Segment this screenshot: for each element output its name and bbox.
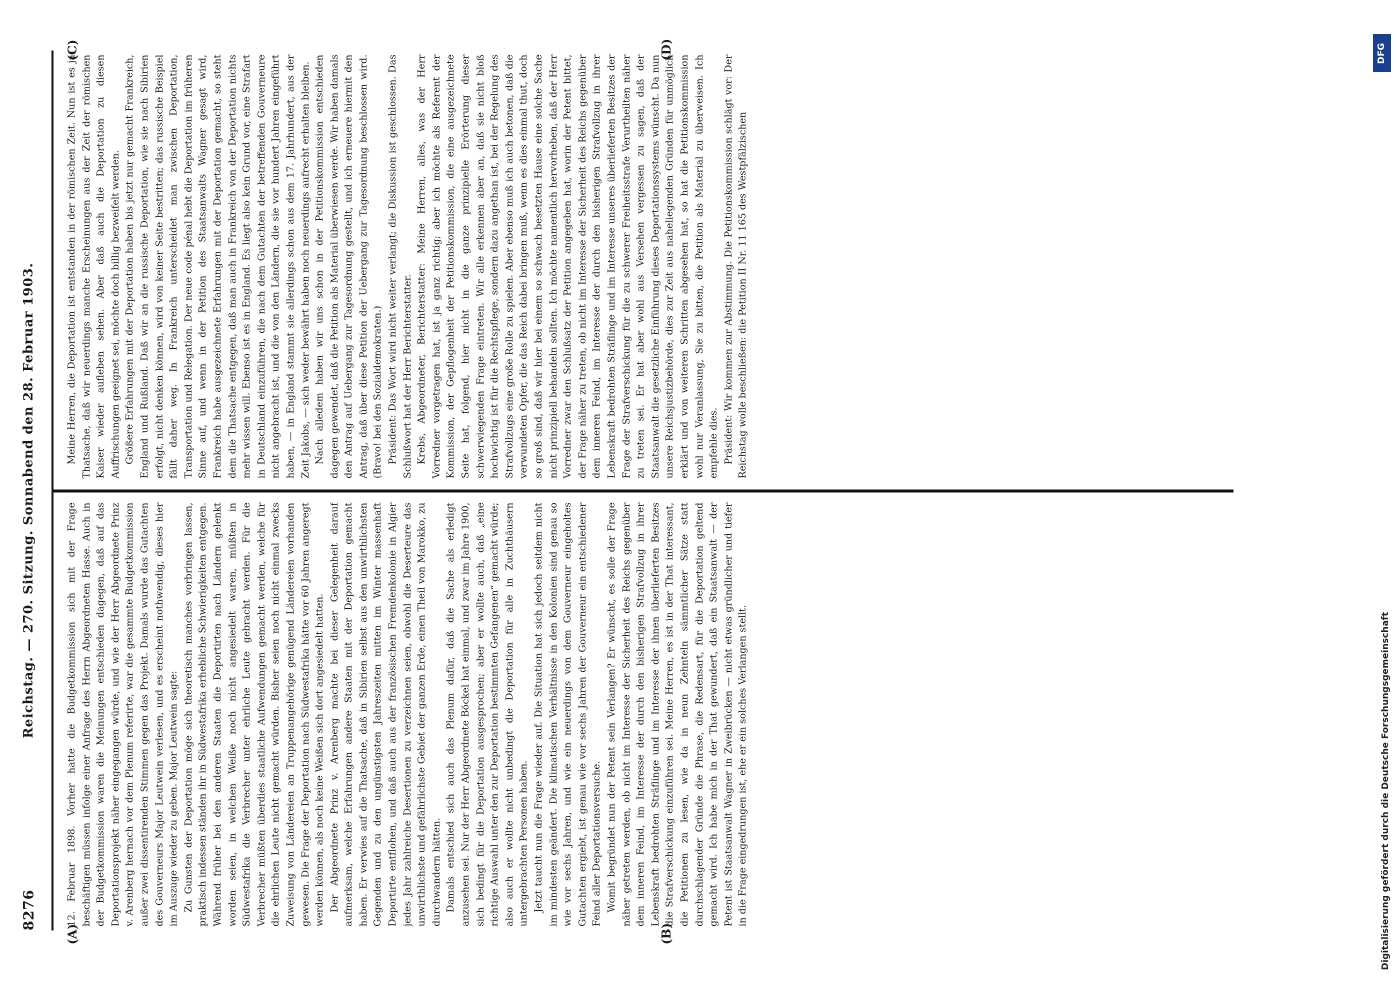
right-paragraph: Präsident: Wir kommen zur Abstimmung. Die Petitionskommission schlägt vor: Der Reichstag wolle beschließen: die Petition II Nr. 11 165 des Westpfälzischen <box>723 54 749 479</box>
right-column <box>66 55 1246 479</box>
left-paragraph: Womit begründet nun der Petent sein Verlangen? Er wünscht, es solle der Frage näher getreten werden, ob nicht im Interesse der Sicherheit des Reichs gegenüber dem inneren Feind, im Interesse der durch den bisherigen Strafvollzug in ihrer Lebenskraft bedrohten Sträflinge und im Interesse der ihnen überlieferten Besitzes die Strafverschickung einzuführen sei. Meine Herren, es ist in der That interessant, die Petitionen zu lesen, wie da in neun Zehnteln sämmtlicher Sätze statt durchschlagender Gründe die Phrase, die Redensart, für die Deportation geltend gemacht wird. Ich habe mich in der That gewundert, daß ein Staatsanwalt — der Petent ist Staatsanwalt Wagner in Zweibrücken — nicht etwas gründlicher und tiefer in die Frage eingedrungen ist, ehe er ein solches Verlangen stellt. <box>606 502 749 927</box>
left-paragraph: 12. Februar 1898. Vorher hatte die Budgetkommission sich mit der Frage beschäftigen müssen infolge einer Anfrage des Herrn Abgeordneten Hasse. Auch in der Budgetkommission waren die Meinungen entschieden dagegen, daß auf das Deportationsprojekt näher eingegangen würde, und wie der Herr Abgeordnete Prinz v. Arenberg hernach vor dem Plenum referirte, war die gesammte Budgetkommission außer zwei dissentirenden Stimmen gegen das Projekt. Damals wurde das Gutachten des Gouverneurs Major Leutwein verlesen, und es erscheint nothwendig, dieses hier im Auszuge wieder zu geben. Major Leutwein sagte: <box>66 502 180 927</box>
left-paragraph: Der Abgeordnete Prinz v. Arenberg machte bei dieser Gelegenheit darauf aufmerksam, welche Erfahrungen andere Staaten mit der Deportation gemacht haben. Er verwies auf die Thatsache, daß in Sibirien selbst aus den unwirthlichsten Gegenden und zu den ungünstigsten Jahreszeiten mitten im Winter massenhaft Deportirte entflohen, und daß auch aus der französischen Fremdenkolonie in Algier jedes Jahr zahlreiche Desertionen zu verzeichnen seien, obwohl die Deserteure das unwirthlichste und gefährlichste Gebiet der ganzen Erde, einen Theil von Marokko, zu durchwandern hätten. <box>329 502 443 927</box>
margin-marker-a: (A) <box>65 923 80 945</box>
margin-marker-c: (C) <box>65 39 80 61</box>
page-number: 8276 <box>21 889 38 931</box>
left-column <box>66 503 1246 927</box>
right-paragraph: Größere Erfahrungen mit der Deportation haben bis jetzt nur gemacht Frankreich, England und Rußland. Daß wir an die russische Deportation, wie sie nach Sibirien erfolgt, nicht denken können, wird von keiner Seite bestritten; das russische Beispiel fällt daher weg. In Frankreich unterscheidet man zwischen Deportation, Transportation und Relegation. Der neue code pénal hebt die Deportation im früheren Sinne auf, und wenn in der Petition des Staatsanwalts Wagner gesagt wird, Frankreich habe ausgezeichnete Erfahrungen mit der Deportation gemacht, so steht dem die Thatsache entgegen, daß man auch in Frankreich von der Deportation nichts mehr wissen will. Ebenso ist es in England. Es liegt also kein Grund vor, eine Strafart in Deutschland einzuführen, die nach dem Gutachten der betreffenden Gouverneure nicht angebracht ist, und die von den Ländern, die sie vor hundert Jahren eingeführt haben, — in England stammt sie allerdings schon aus dem 17. Jahrhundert, aus der Zeit Jakobs, — sich weder bewährt haben noch neuerdings aufrecht erhalten bleiben. <box>124 54 311 479</box>
digitization-credit: Digitalisierung gefördert durch die Deutsche Forschungsgemeinschaft <box>1381 611 1391 970</box>
margin-marker-b: (B) <box>659 923 674 945</box>
right-paragraph: Meine Herren, die Deportation ist entstanden in der römischen Zeit. Nun ist es ja Thatsache, daß wir neuerdings manche Erscheinungen aus der Zeit der römischen Kaiser wieder aufleben sehen. Aber daß auch die Deportation zu diesen Auffrischungen geeignet sei, möchte doch billig bezweifelt werden. <box>66 54 122 479</box>
right-paragraph: Präsident: Das Wort wird nicht weiter verlangt; die Diskussion ist geschlossen. Das Schlußwort hat der Herr Berichterstatter. <box>387 54 414 479</box>
margin-marker-d: (D) <box>659 38 674 61</box>
left-paragraph: Damals entschied sich auch das Plenum dafür, daß die Sache als erledigt anzusehen sei. Nur der Herr Abgeordnete Böckel hat einmal, und zwar im Jahre 1900, sich bedingt für die Deportation ausgesprochen; aber er wollte auch, daß „eine richtige Auswahl unter den zur Deportation bestimmten Gefangenen“ gemacht würde; also auch er wollte nicht unbedingt die Deportation für alle in Zuchthäusern untergebrachten Personen haben. <box>445 502 530 927</box>
side-footer <box>1369 20 1395 980</box>
left-paragraph: Jetzt taucht nun die Frage wieder auf. Die Situation hat sich jedoch seitdem nicht im mindesten geändert. Die klimatischen Verhältnisse in den Kolonien sind genau so wie vor sechs Jahren, und wie ein neuerdings von dem Gouverneur eingeholtes Gutachten ergiebt, ist genau wie vor sechs Jahren der Gouverneur ein entschiedener Feind aller Deportationsversuche. <box>533 502 603 927</box>
page-header <box>18 71 44 931</box>
left-paragraph: Zu Gunsten der Deportation möge sich theoretisch manches vorbringen lassen, praktisch indessen ständen ihr in Südwestafrika erhebliche Schwierigkeiten entgegen. Während früher bei den anderen Staaten die Deportirten nach Ländern gelenkt worden seien, in welchen Weiße noch nicht angesiedelt waren, müßten in Südwestafrika die Verbrecher unter ehrliche Leute gebracht werden. Für die Verbrecher müßten überdies staatliche Aufwendungen gemacht werden, welche für die ehrlichen Leute nicht gemacht würden. Bisher seien noch nicht einmal zwecks Zuweisung von Ländereien an Truppenangehörige genügend Ländereien vorhanden gewesen. Die Frage der Deportation nach Südwestafrika hätte vor 60 Jahren angeregt werden können, als noch keine Weißen sich dort angesiedelt hatten. <box>183 502 326 927</box>
dfg-logo-icon: DFG <box>1373 34 1391 72</box>
column-divider <box>54 490 1234 493</box>
rotated-page <box>0 1 1397 1001</box>
page-title: Reichstag. — 270. Sitzung. Sonnabend den 28. Februar 1903. <box>21 262 37 739</box>
right-paragraph: Krebs, Abgeordneter, Berichterstatter: Meine Herren, alles, was der Herr Vorredner vorgetragen hat, ist ja ganz richtig; aber ich möchte als Referent der Kommission, der Gepflogenheit der Petitionskommission, die eine ausgezeichnete Seite hat, folgend, hier nicht in die ganze prinzipielle Erörterung dieser schwerwiegenden Frage eintreten. Wir alle erkennen aber an, daß sie nicht bloß hochwichtig ist für die Rechtspflege, sondern dazu angethan ist, bei der Regelung des Strafvollzugs eine große Rolle zu spielen. Aber ebenso muß ich auch betonen, daß die verwundeten Opfer, die das Reich dabei bringen muß, wenn es dies einmal thut, doch so groß sind, daß wir hier bei einem so schwach besetzten Hause eine solche Sache nicht prinzipiell behandeln sollten. Ich möchte namentlich hervorheben, daß der Herr Vorredner zwar den Schlußsatz der Petition angegeben hat, worin der Petent bittet, der Frage näher zu treten, ob nicht im Interesse der Sicherheit des Reichs gegenüber dem inneren Feind, im Interesse der durch den bisherigen Strafvollzug in ihrer Lebenskraft bedrohten Sträflinge und im Interesse unseres überlieferten Besitzes der Frage der Strafverschickung für die zu schwerer Freiheitsstrafe Verurtheilten näher zu treten sei. Er hat aber wohl aus Versehen vergessen zu sagen, daß der Staatsanwalt die gesetzliche Einführung dieses Deportationssystems wünscht. Da nun unsere Reichsjustizbehörde, dies zur Zeit aus naheliegenden Gründen für unmöglich erklärt und von weiteren Schritten abgesehen hat, so hat die Petitionskommission wohl nur Veranlassung, Sie zu bitten, die Petition als Material zu überweisen. Ich empfehle dies. <box>416 54 720 479</box>
right-paragraph: Nach alledem haben wir uns schon in der Petitionskommission entschieden dagegen gewendet, daß die Petition als Material überwiesen werde. Wir haben damals den Antrag auf Uebergang zur Tagesordnung gestellt, und ich erneuere hiermit den Antrag, daß über diese Petition der Uebergang zur Tagesordnung beschlossen wird. (Bravo! bei den Sozialdemokraten.) <box>314 54 384 479</box>
